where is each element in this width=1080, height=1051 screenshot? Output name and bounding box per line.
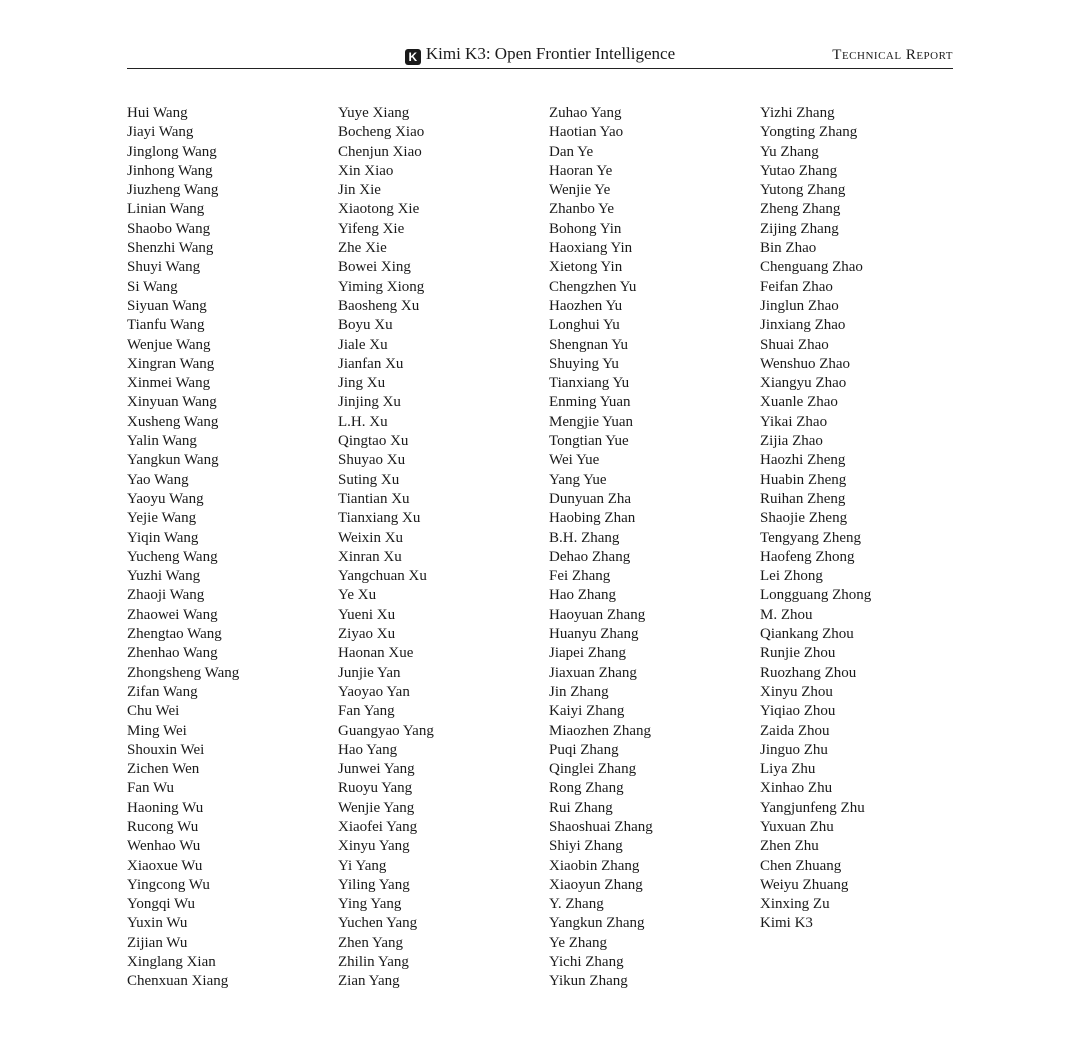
author-name: Zaida Zhou: [760, 722, 830, 739]
author-name: Ziyao Xu: [338, 626, 396, 643]
author-name: Jinguo Zhu: [760, 741, 828, 758]
author-name: Feifan Zhao: [760, 278, 833, 295]
author-name: Zifan Wang: [127, 683, 198, 700]
author-name: L.H. Xu: [338, 413, 388, 430]
author-name: Xiaoxue Wu: [127, 857, 203, 874]
author-name: Haobing Zhan: [549, 510, 636, 527]
author-name: Jiayi Wang: [127, 124, 194, 141]
author-name: Qingtao Xu: [338, 433, 409, 450]
author-name: Siyuan Wang: [127, 297, 207, 314]
author-name: Xiangyu Zhao: [760, 375, 847, 392]
author-name: Y. Zhang: [549, 896, 604, 913]
author-name: Wenjue Wang: [127, 336, 211, 353]
author-name: Mengjie Yuan: [549, 413, 634, 430]
author-name: Yuye Xiang: [338, 105, 410, 121]
author-name: Huabin Zheng: [760, 471, 847, 488]
section-label: Technical Report: [832, 47, 953, 63]
author-name: Liya Zhu: [760, 761, 816, 778]
author-name: Yu Zhang: [760, 143, 819, 160]
author-name: Dehao Zhang: [549, 548, 631, 565]
author-name: Shouxin Wei: [127, 741, 205, 758]
author-name: Zhen Zhu: [760, 838, 819, 855]
author-name: Zijing Zhang: [760, 220, 839, 237]
author-name: Kaiyi Zhang: [549, 703, 625, 720]
author-name: Jinxiang Zhao: [760, 317, 846, 334]
author-name: Haoning Wu: [127, 799, 204, 816]
author-name: Yongqi Wu: [127, 896, 196, 913]
author-name: Ye Xu: [338, 587, 377, 604]
author-name: Zian Yang: [338, 973, 400, 990]
author-column-1: [127, 104, 332, 992]
author-name: Chenjun Xiao: [338, 143, 422, 160]
author-name: Yejie Wang: [127, 510, 197, 527]
author-name: Zhanbo Ye: [549, 201, 615, 218]
author-name: Fei Zhang: [549, 568, 611, 585]
author-name: Shuai Zhao: [760, 336, 829, 353]
author-name: Dunyuan Zha: [549, 490, 632, 507]
author-name: Xiaobin Zhang: [549, 857, 640, 874]
author-name: Yangkun Zhang: [549, 915, 645, 932]
author-name: Zuhao Yang: [549, 105, 622, 121]
author-name: Ruozhang Zhou: [760, 664, 857, 681]
author-name: Shenzhi Wang: [127, 240, 214, 257]
author-name: Wenhao Wu: [127, 838, 201, 855]
author-name: Tongtian Yue: [549, 433, 629, 450]
author-name: Xinyu Zhou: [760, 683, 833, 700]
author-name: Xiaotong Xie: [338, 201, 420, 218]
author-name: Yifeng Xie: [338, 220, 405, 237]
author-name: Kimi K3: [760, 915, 813, 932]
author-name: Yikai Zhao: [760, 413, 828, 430]
author-name: Yizhi Zhang: [760, 105, 835, 121]
author-name: Zijia Zhao: [760, 433, 823, 450]
author-name: Yaoyu Wang: [127, 490, 204, 507]
author-name: Jin Zhang: [549, 683, 609, 700]
author-name: Yiqiao Zhou: [760, 703, 836, 720]
author-name: Shuying Yu: [549, 355, 619, 372]
author-name: Xinhao Zhu: [760, 780, 833, 797]
author-name: Zhengtao Wang: [127, 626, 222, 643]
author-name: Yueni Xu: [338, 606, 396, 623]
author-name: Jiapei Zhang: [549, 645, 627, 662]
author-name: Hui Wang: [127, 105, 188, 121]
author-name: Haoran Ye: [549, 162, 613, 179]
author-name: Zhaoji Wang: [127, 587, 205, 604]
author-name: Yutao Zhang: [760, 162, 838, 179]
author-name: Chenguang Zhao: [760, 259, 863, 276]
running-header: [127, 42, 953, 69]
author-name: Zhenhao Wang: [127, 645, 218, 662]
author-name: Hao Zhang: [549, 587, 617, 604]
author-name: Xuanle Zhao: [760, 394, 838, 411]
author-name: Xietong Yin: [549, 259, 623, 276]
author-name: Haotian Yao: [549, 124, 624, 141]
author-name: Zhaowei Wang: [127, 606, 218, 623]
kimi-logo-icon: K: [405, 49, 421, 65]
author-name: Zijian Wu: [127, 934, 188, 951]
author-name: Bocheng Xiao: [338, 124, 425, 141]
author-name: Shengnan Yu: [549, 336, 629, 353]
author-name: Weiyu Zhuang: [760, 876, 849, 893]
author-name: Tengyang Zheng: [760, 529, 862, 546]
author-name: Yongting Zhang: [760, 124, 858, 141]
author-name: Xinyu Yang: [338, 838, 410, 855]
author-name: B.H. Zhang: [549, 529, 620, 546]
author-name: Xinyuan Wang: [127, 394, 217, 411]
author-name: Zhilin Yang: [338, 954, 409, 971]
author-name: Haozhi Zheng: [760, 452, 846, 469]
author-name: Wenshuo Zhao: [760, 355, 851, 372]
author-name: Yutong Zhang: [760, 182, 846, 199]
author-name: Chen Zhuang: [760, 857, 842, 874]
author-name: Shuyi Wang: [127, 259, 201, 276]
author-name: Rucong Wu: [127, 818, 199, 835]
author-name: Yangkun Wang: [127, 452, 219, 469]
author-name: Runjie Zhou: [760, 645, 836, 662]
author-name: Baosheng Xu: [338, 297, 420, 314]
author-name: Yingcong Wu: [127, 876, 210, 893]
author-name: Bowei Xing: [338, 259, 411, 276]
author-name: Huanyu Zhang: [549, 626, 639, 643]
author-name: Guangyao Yang: [338, 722, 434, 739]
author-name: Hao Yang: [338, 741, 398, 758]
author-name: Lei Zhong: [760, 568, 823, 585]
author-name: Dan Ye: [549, 143, 594, 160]
author-name: Yalin Wang: [127, 433, 197, 450]
author-name: Wenjie Ye: [549, 182, 611, 199]
author-name: Longhui Yu: [549, 317, 620, 334]
author-name: Chengzhen Yu: [549, 278, 637, 295]
author-name: Chenxuan Xiang: [127, 973, 229, 990]
author-name: Weixin Xu: [338, 529, 404, 546]
author-name: Jinhong Wang: [127, 162, 213, 179]
author-name: Xusheng Wang: [127, 413, 219, 430]
author-name: Yuxuan Zhu: [760, 818, 834, 835]
author-name: Rui Zhang: [549, 799, 613, 816]
author-name: Fan Yang: [338, 703, 395, 720]
author-name: Shiyi Zhang: [549, 838, 623, 855]
author-name: Tiantian Xu: [338, 490, 410, 507]
author-name: Xiaofei Yang: [338, 818, 418, 835]
author-name: Tianxiang Xu: [338, 510, 421, 527]
author-name: Yiming Xiong: [338, 278, 425, 295]
author-name: Jinglong Wang: [127, 143, 217, 160]
author-name: Xinmei Wang: [127, 375, 211, 392]
author-name: Ruoyu Yang: [338, 780, 413, 797]
author-name: Qiankang Zhou: [760, 626, 854, 643]
author-name: Jin Xie: [338, 182, 381, 199]
author-name: Yangchuan Xu: [338, 568, 427, 585]
author-name: Wei Yue: [549, 452, 600, 469]
paper-title: Kimi K3: Open Frontier Intelligence: [425, 44, 676, 63]
author-name: Tianxiang Yu: [549, 375, 630, 392]
author-name: Xinxing Zu: [760, 896, 830, 913]
author-name: Jinglun Zhao: [760, 297, 839, 314]
author-name: Xinglang Xian: [127, 954, 216, 971]
author-name: Haonan Xue: [338, 645, 414, 662]
author-name: Enming Yuan: [549, 394, 631, 411]
author-name: Jing Xu: [338, 375, 386, 392]
author-name: Ye Zhang: [549, 934, 608, 951]
author-column-2: [338, 104, 543, 992]
author-name: Jiuzheng Wang: [127, 182, 219, 199]
author-name: Haoyuan Zhang: [549, 606, 646, 623]
author-name: Jiale Xu: [338, 336, 388, 353]
author-name: Junwei Yang: [338, 761, 415, 778]
author-name: Shaobo Wang: [127, 220, 211, 237]
author-name: Longguang Zhong: [760, 587, 872, 604]
author-name: Yiling Yang: [338, 876, 410, 893]
author-name: Yuzhi Wang: [127, 568, 201, 585]
author-name: Shaojie Zheng: [760, 510, 848, 527]
author-name: Suting Xu: [338, 471, 400, 488]
author-name: Si Wang: [127, 278, 178, 295]
author-name: Yaoyao Yan: [338, 683, 410, 700]
author-name: Ruihan Zheng: [760, 490, 846, 507]
author-name: Yuchen Yang: [338, 915, 418, 932]
author-name: Bin Zhao: [760, 240, 817, 257]
author-name: Junjie Yan: [338, 664, 401, 681]
author-name: Yangjunfeng Zhu: [760, 799, 865, 816]
author-name: Bohong Yin: [549, 220, 622, 237]
author-name: Yang Yue: [549, 471, 607, 488]
author-name: Chu Wei: [127, 703, 180, 720]
author-name: Shaoshuai Zhang: [549, 818, 653, 835]
author-name: Fan Wu: [127, 780, 175, 797]
author-name: Yi Yang: [338, 857, 387, 874]
author-name: Tianfu Wang: [127, 317, 205, 334]
author-name: Haofeng Zhong: [760, 548, 855, 565]
author-name: Ying Yang: [338, 896, 402, 913]
author-name: Jianfan Xu: [338, 355, 404, 372]
author-name: Zheng Zhang: [760, 201, 841, 218]
author-name: Zichen Wen: [127, 761, 200, 778]
author-name: Yichi Zhang: [549, 954, 624, 971]
author-name: Wenjie Yang: [338, 799, 415, 816]
author-name: M. Zhou: [760, 606, 813, 623]
author-name: Ming Wei: [127, 722, 187, 739]
author-name: Zhen Yang: [338, 934, 404, 951]
author-name: Qinglei Zhang: [549, 761, 637, 778]
author-name: Shuyao Xu: [338, 452, 406, 469]
header-title-group: [127, 44, 953, 65]
author-column-4: [760, 104, 965, 934]
author-name: Xin Xiao: [338, 162, 394, 179]
author-name: Zhe Xie: [338, 240, 387, 257]
author-name: Zhongsheng Wang: [127, 664, 240, 681]
author-column-3: [549, 104, 754, 992]
author-name: Linian Wang: [127, 201, 205, 218]
author-name: Puqi Zhang: [549, 741, 619, 758]
author-name: Yuxin Wu: [127, 915, 188, 932]
author-name: Jinjing Xu: [338, 394, 401, 411]
author-name: Yiqin Wang: [127, 529, 199, 546]
author-name: Jiaxuan Zhang: [549, 664, 637, 681]
author-name: Yao Wang: [127, 471, 189, 488]
author-name: Xinran Xu: [338, 548, 402, 565]
author-name: Boyu Xu: [338, 317, 393, 334]
author-name: Yucheng Wang: [127, 548, 218, 565]
author-name: Yikun Zhang: [549, 973, 628, 990]
author-name: Haozhen Yu: [549, 297, 623, 314]
author-name: Miaozhen Zhang: [549, 722, 652, 739]
author-name: Haoxiang Yin: [549, 240, 633, 257]
author-name: Rong Zhang: [549, 780, 624, 797]
author-name: Xingran Wang: [127, 355, 215, 372]
author-name: Xiaoyun Zhang: [549, 876, 643, 893]
